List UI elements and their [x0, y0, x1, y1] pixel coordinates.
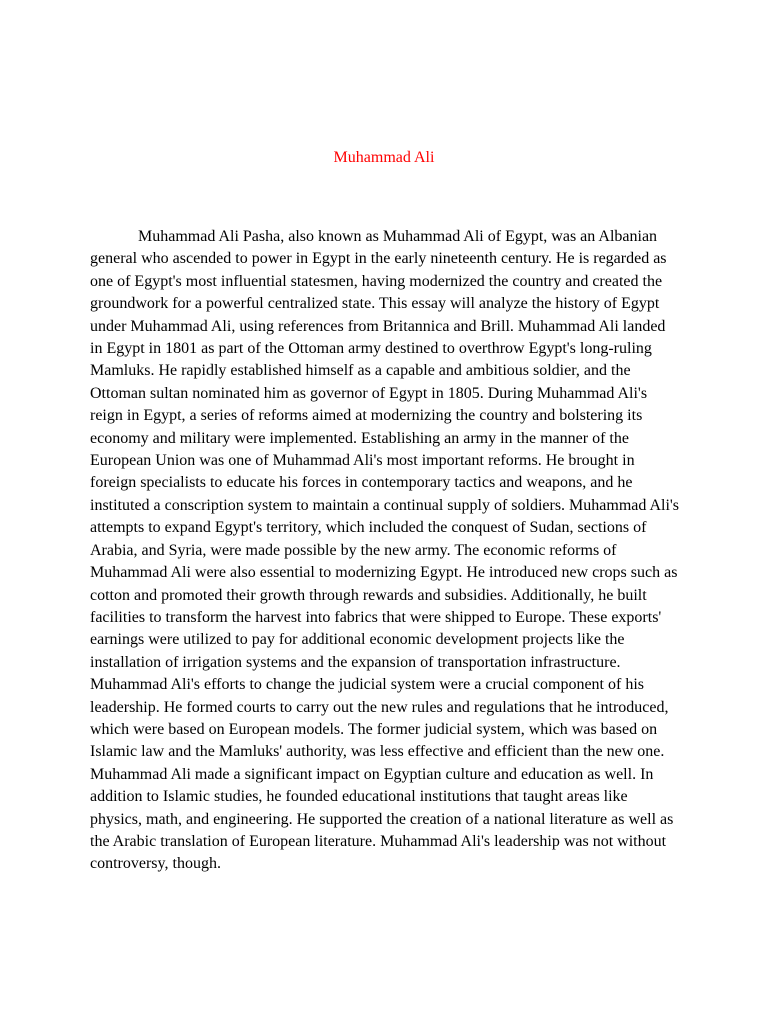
body-paragraph: Muhammad Ali Pasha, also known as Muhammad Ali of Egypt, was an Albanian general who ascended to power in Egypt in the early nineteenth century. He is regarded as one of Egypt's most influential statesmen, having modernized the country and created the groundwork for a powerful centralized state. This essay will analyze the history of Egypt under Muhammad Ali, using references from Britannica and Brill. Muhammad Ali landed in Egypt in 1801 as part of the Ottoman army destined to overthrow Egypt's long-ruling Mamluks. He rapidly established himself as a capable and ambitious soldier, and the Ottoman sultan nominated him as governor of Egypt in 1805. During Muhammad Ali's reign in Egypt, a series of reforms aimed at modernizing the country and bolstering its economy and military were implemented. Establishing an army in the manner of the European Union was one of Muhammad Ali's most important reforms. He brought in foreign specialists to educate his forces in contemporary tactics and weapons, and he instituted a conscription system to maintain a continual supply of soldiers. Muhammad Ali's attempts to expand Egypt's territory, which included the conquest of Sudan, sections of Arabia, and Syria, were made possible by the new army. The economic reforms of Muhammad Ali were also essential to modernizing Egypt. He introduced new crops such as cotton and promoted their growth through rewards and subsidies. Additionally, he built facilities to transform the harvest into fabrics that were shipped to Europe. These exports' earnings were utilized to pay for additional economic development projects like the installation of irrigation systems and the expansion of transportation infrastructure. Muhammad Ali's efforts to change the judicial system were a crucial component of his leadership. He formed courts to carry out the new rules and regulations that he introduced, which were based on European models. The former judicial system, which was based on Islamic law and the Mamluks' authority, was less effective and efficient than the new one. Muhammad Ali made a significant impact on Egyptian culture and education as well. In addition to Islamic studies, he founded educational institutions that taught areas like physics, math, and engineering. He supported the creation of a national literature as well as the Arabic translation of European literature. Muhammad Ali's leadership was not without controversy, though.: [90, 228, 680, 873]
document-title: Muhammad Ali: [333, 149, 435, 166]
